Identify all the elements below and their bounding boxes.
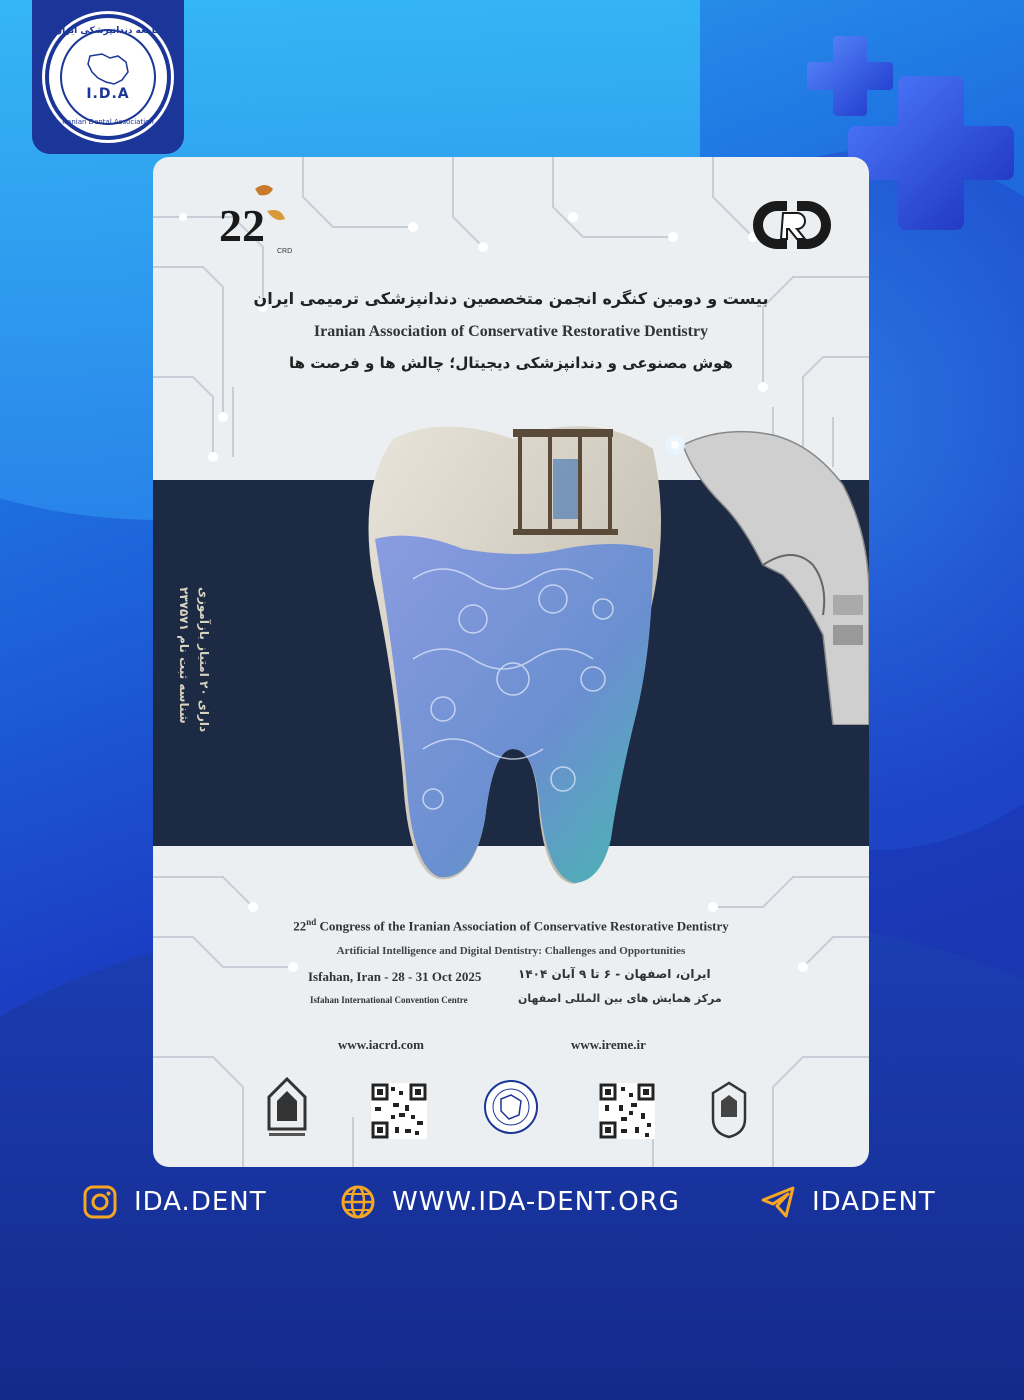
website-link-ireme[interactable]: www.ireme.ir (571, 1037, 646, 1052)
logo-english-text: Iranian Dental Association (62, 118, 154, 126)
globe-icon (340, 1184, 376, 1220)
congress-ordinal-suffix: nd (306, 917, 317, 927)
svg-text:CRD: CRD (277, 248, 293, 255)
instagram-icon (82, 1184, 118, 1220)
plus-icon (848, 68, 1014, 238)
robotic-hand-illustration (663, 415, 869, 725)
website-link-iacrd[interactable]: www.iacrd.com (338, 1037, 424, 1052)
website-link[interactable] (340, 1184, 680, 1220)
vertical-credits: دارای ۲۰ امتیاز بازآموزی (197, 587, 211, 733)
location-english: Isfahan, Iran - 28 - 31 Oct 2025 (308, 969, 482, 984)
subtitle-persian: هوش مصنوعی و دندانپزشکی دیجیتال؛ چالش ها و فرصت ها (289, 354, 733, 372)
title-english: Iranian Association of Conservative Restorative Dentistry (313, 323, 709, 340)
qr-code-icon[interactable] (371, 1083, 427, 1139)
university-logo-icon (265, 1077, 309, 1141)
telegram-icon (760, 1184, 796, 1220)
ida-isfahan-branch-logo-icon (483, 1079, 539, 1135)
location-persian: ایران، اصفهان - ۶ تا ۹ آبان ۱۴۰۴ (518, 967, 711, 981)
iran-map-icon (84, 52, 132, 86)
ida-logo[interactable] (32, 0, 184, 154)
instagram-handle: IDA.DENT (134, 1187, 267, 1217)
congress-number: 22 (219, 200, 265, 251)
logo-abbreviation: I.D.A (86, 86, 130, 102)
footer-social-bar (0, 1176, 1024, 1228)
congress-name: Congress of the Iranian Association of Conservative Restorative Dentistry (316, 918, 729, 934)
logo-inner (60, 29, 156, 125)
association-logo (749, 197, 835, 253)
logo-arabic-text: جامعه دندانپزشکی ایران (54, 26, 162, 36)
vertical-info (169, 587, 199, 777)
telegram-link[interactable] (760, 1184, 936, 1220)
instagram-link[interactable] (82, 1184, 267, 1220)
tooth-illustration (353, 419, 683, 889)
congress-theme-english: Artificial Intelligence and Digital Dentistry: Challenges and Opportunities (336, 945, 686, 957)
website-url: WWW.IDA-DENT.ORG (392, 1187, 680, 1217)
qr-code-icon[interactable] (599, 1083, 655, 1139)
congress-name-english (153, 917, 869, 934)
congress-ordinal: 22 (293, 918, 307, 934)
congress-poster (153, 157, 869, 1167)
congress-22-logo (215, 181, 305, 261)
medical-university-logo-icon (707, 1079, 751, 1141)
title-persian: بیست و دومین کنگره انجمن متخصصین دندانپزشکی ترمیمی ایران (253, 289, 769, 308)
venue-persian: مرکز همایش های بین المللی اصفهان (518, 992, 722, 1005)
venue-english: Isfahan International Convention Centre (310, 995, 468, 1005)
telegram-handle: IDADENT (812, 1187, 936, 1217)
vertical-registration: شناسه ثبت نام ۲۳۷۵۷۱ (177, 587, 191, 724)
logo-circle (45, 14, 171, 140)
